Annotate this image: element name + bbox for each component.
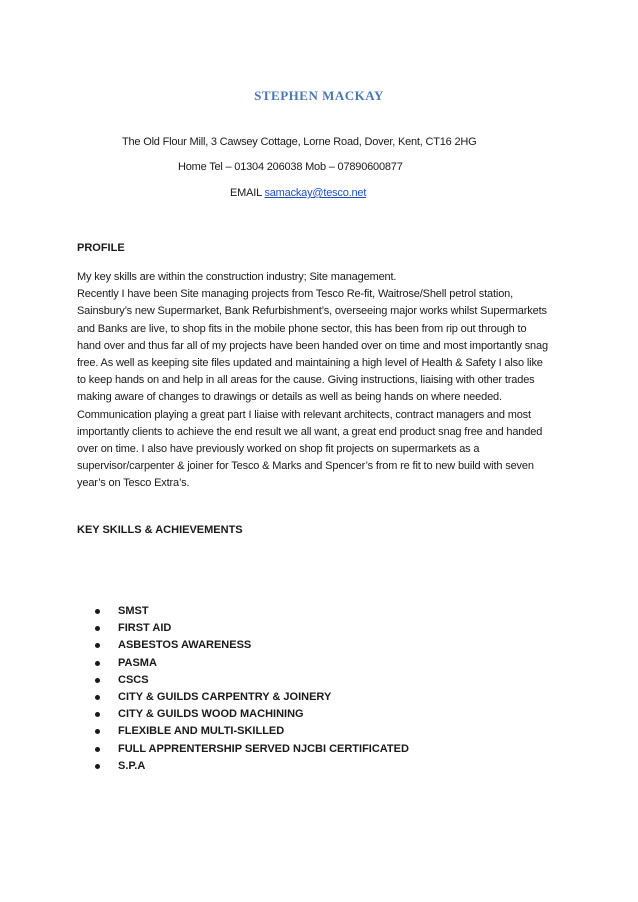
email-link[interactable]: samackay@tesco.net: [264, 187, 367, 199]
postal-address: The Old Flour Mill, 3 Cawsey Cottage, Lorne Road, Dover, Kent, CT16 2HG: [122, 136, 477, 148]
bullet-icon: [95, 609, 100, 614]
skill-item: [89, 672, 409, 689]
skill-item: [89, 706, 409, 723]
skill-label: CITY & GUILDS CARPENTRY & JOINERY: [118, 690, 332, 703]
skill-item: [89, 723, 409, 740]
skill-label: PASMA: [118, 656, 157, 669]
profile-line: year’s on Tesco Extra’s.: [77, 477, 190, 490]
profile-line: supervisor/carpenter & joiner for Tesco & Marks and Spencer’s from re fit to new build with seven: [77, 460, 534, 473]
bullet-icon: [95, 695, 100, 700]
bullet-icon: [95, 643, 100, 648]
email-line: [230, 187, 366, 199]
profile-line: Sainsbury’s new Supermarket, Bank Refurbishment’s, overseeing major works whilst Supermarkets: [77, 305, 547, 318]
profile-line: importantly clients to achieve the end result we all want, a great end product snag free and handed: [77, 425, 543, 438]
profile-line: and Banks are live, to shop fits in the mobile phone sector, this has been from rip out through to: [77, 322, 527, 335]
profile-heading: PROFILE: [77, 242, 125, 254]
candidate-name: STEPHEN MACKAY: [254, 88, 384, 103]
phone-numbers: Home Tel – 01304 206038 Mob – 07890600877: [178, 161, 403, 173]
bullet-icon: [95, 678, 100, 683]
profile-line: over on time. I also have previously worked on shop fit projects on supermarkets as a: [77, 443, 480, 456]
skill-label: FULL APPRENTERSHIP SERVED NJCBI CERTIFICATED: [118, 742, 409, 755]
profile-text: [77, 269, 567, 493]
bullet-icon: [95, 712, 100, 717]
skill-label: CSCS: [118, 673, 149, 686]
profile-line: making aware of changes to drawings or details as well as being hands on where needed.: [77, 391, 502, 404]
profile-line: hand over and thus far all of my projects have been handed over on time and most importantly snag: [77, 339, 548, 352]
skill-item: [89, 620, 409, 637]
profile-line: My key skills are within the construction industry; Site management.: [77, 271, 397, 283]
bullet-icon: [95, 764, 100, 769]
profile-line: Communication playing a great part I liaise with relevant architects, contract managers and most: [77, 408, 531, 421]
bullet-icon: [95, 747, 100, 752]
skill-item: [89, 655, 409, 672]
skill-label: FLEXIBLE AND MULTI-SKILLED: [118, 725, 285, 738]
skill-item: [89, 637, 409, 654]
skill-item: [89, 603, 409, 620]
profile-line: Recently I have been Site managing projects from Tesco Re-fit, Waitrose/Shell petrol station,: [77, 288, 514, 301]
skill-label: ASBESTOS AWARENESS: [118, 639, 252, 652]
skill-item: [89, 689, 409, 706]
bullet-icon: [95, 661, 100, 666]
skill-item: [89, 758, 409, 775]
profile-line: free. As well as keeping site files updated and maintaining a high level of Health & Safety I also like: [77, 357, 543, 370]
skills-list: [89, 603, 409, 775]
skill-label: CITY & GUILDS WOOD MACHINING: [118, 708, 304, 721]
email-label: EMAIL: [230, 187, 265, 199]
skill-item: [89, 741, 409, 758]
bullet-icon: [95, 729, 100, 734]
bullet-icon: [95, 626, 100, 631]
skill-label: S.P.A: [118, 759, 146, 772]
skills-heading: KEY SKILLS & ACHIEVEMENTS: [77, 524, 243, 536]
skill-label: SMST: [118, 605, 149, 617]
skill-label: FIRST AID: [118, 622, 172, 635]
profile-line: to keep hands on and help in all areas for the cause. Giving instructions, liaising with other trades: [77, 374, 535, 387]
